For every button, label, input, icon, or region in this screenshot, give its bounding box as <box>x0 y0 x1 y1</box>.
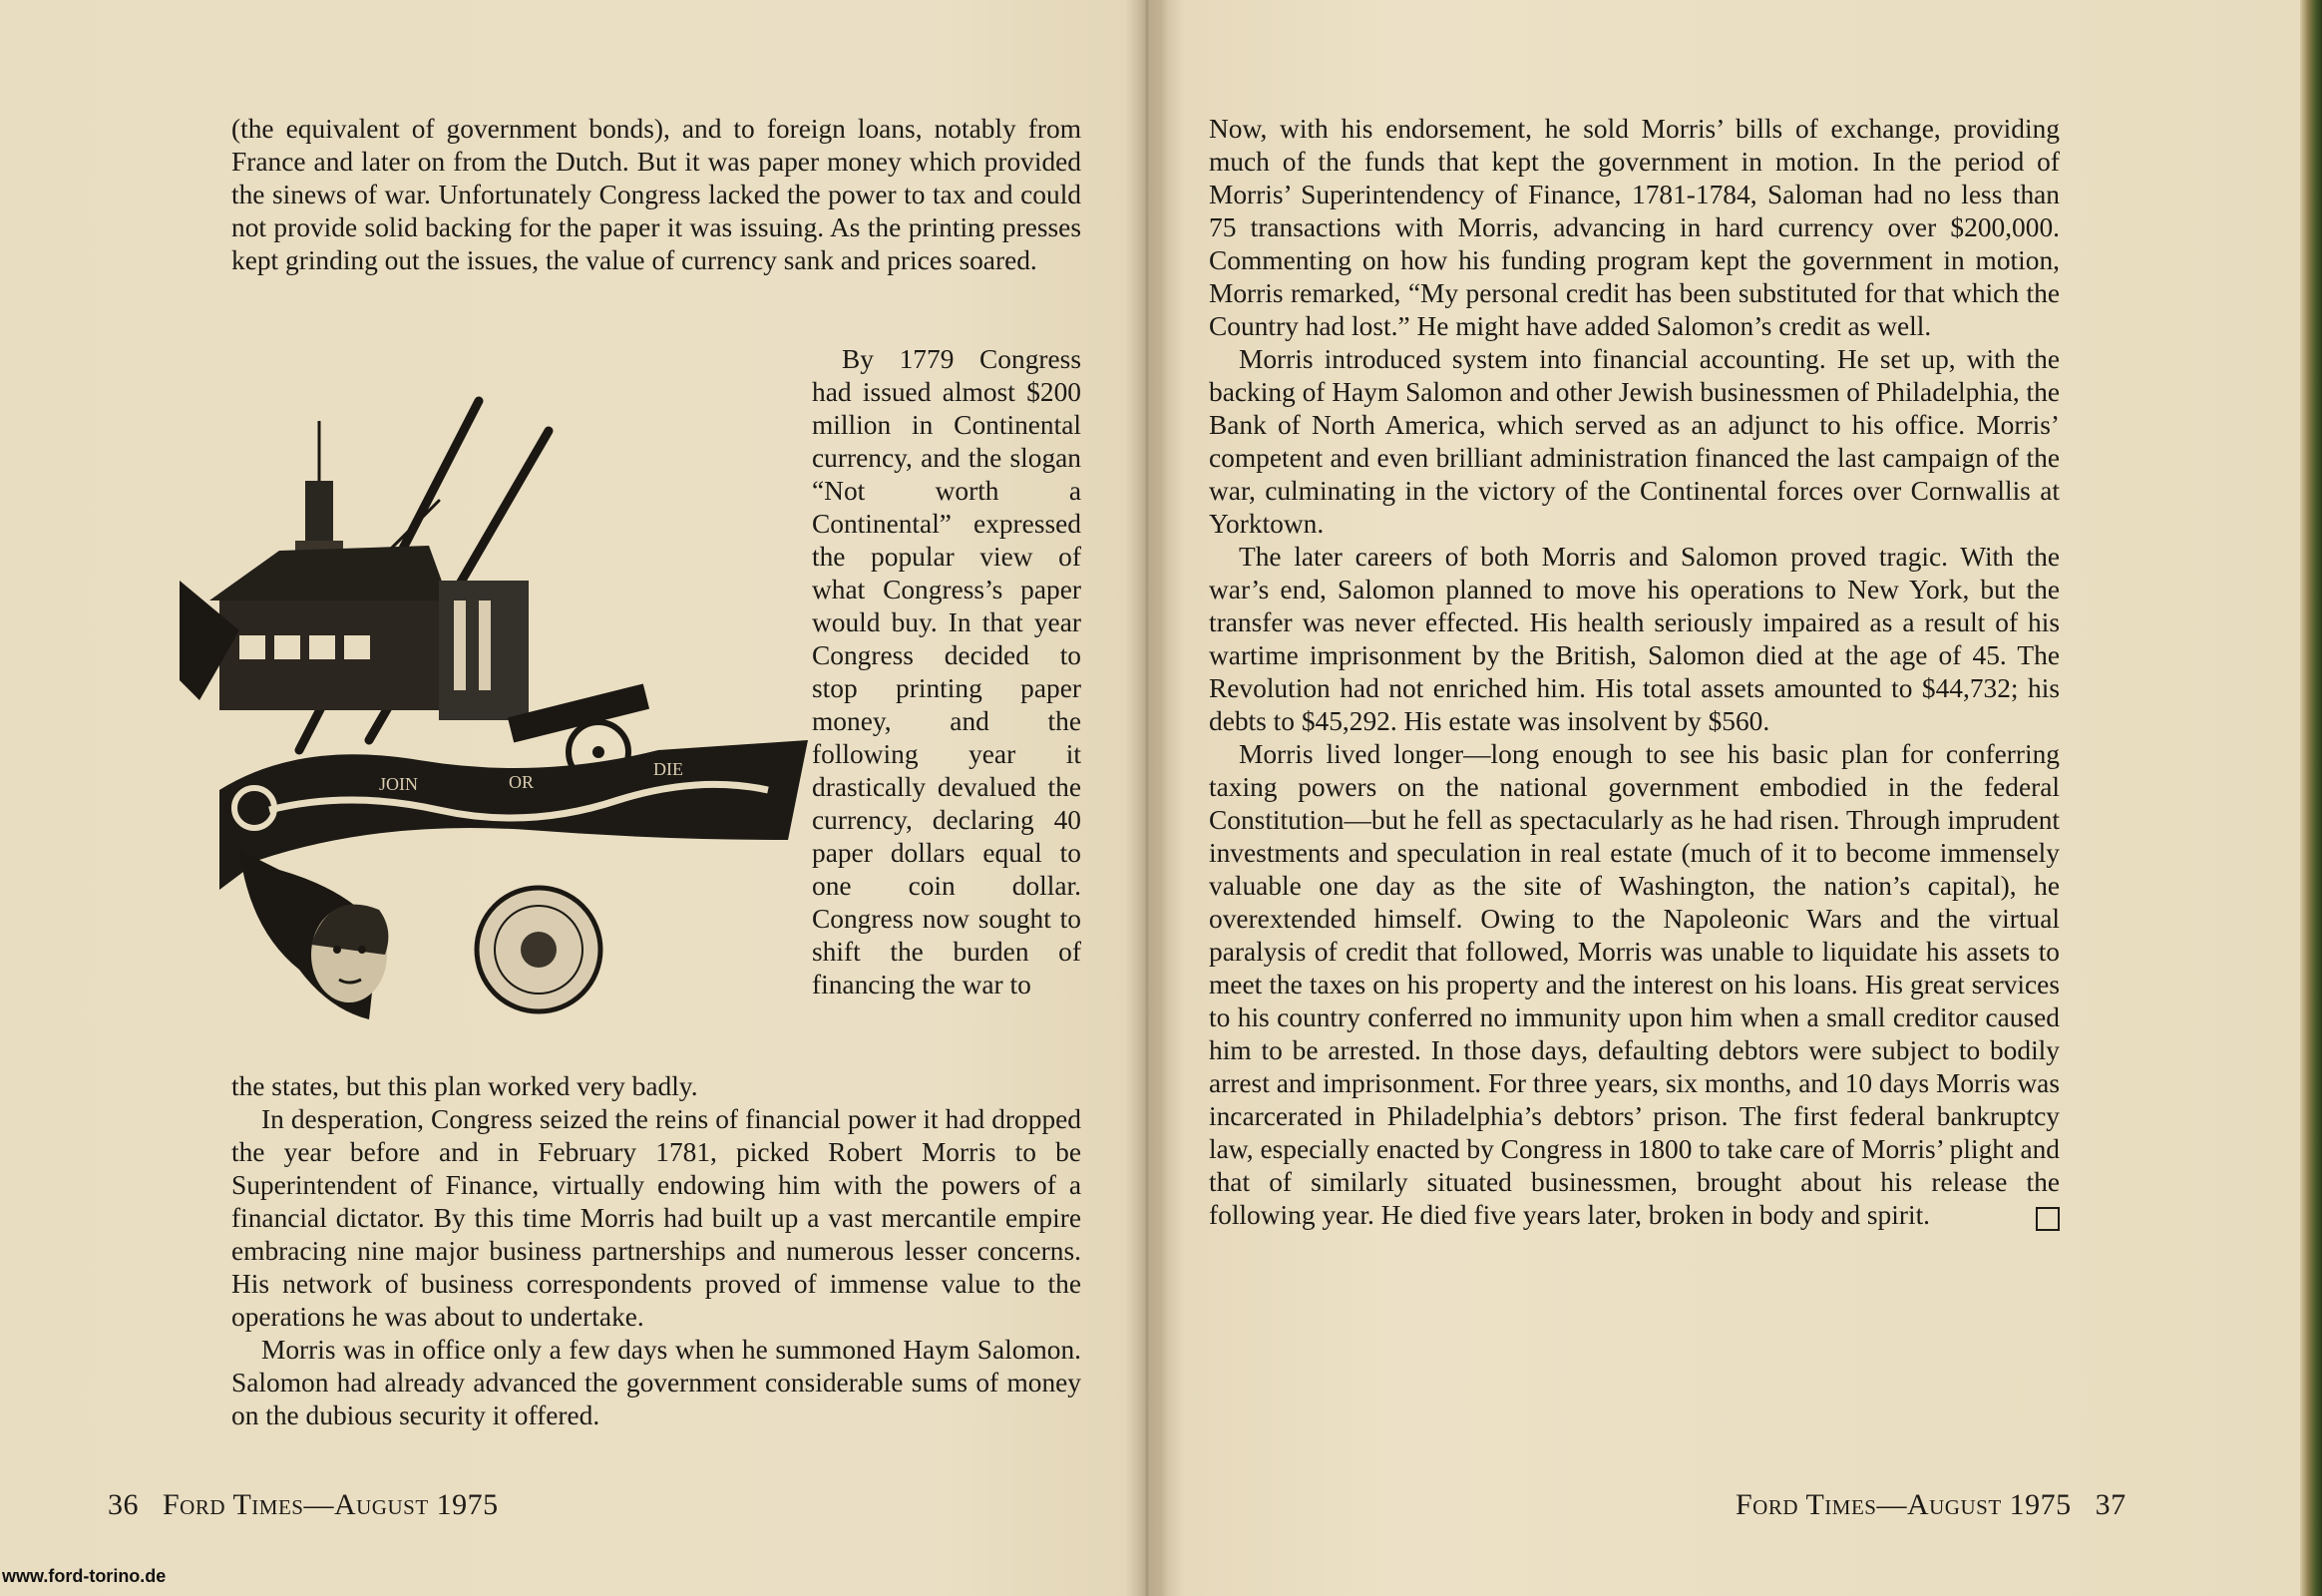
left-page-lower-text <box>231 1070 1081 1432</box>
right-page-footer <box>1736 1488 2127 1522</box>
site-watermark: www.ford-torino.de <box>2 1566 167 1586</box>
banner-word-2: OR <box>509 772 535 792</box>
banner-word-3: DIE <box>653 759 683 779</box>
right-paragraph-2: Morris introduced system into financial accounting. He set up, with the backing of Haym Salomon and other Jewish businessmen of Philadelphia, the Bank of North America, which served as an adjunct to his office. Morris’ competent and even brilliant administration financed the last campaign of the war, culminating in the victory of the Continental forces over Cornwallis at Yorktown. <box>1209 344 2060 539</box>
right-page-text <box>1209 113 2060 1232</box>
left-page-side-text <box>812 343 1081 1001</box>
revolutionary-illustration <box>180 371 808 1029</box>
left-paragraph-4: Morris was in office only a few days when he summoned Haym Salomon. Salomon had already advanced the government considerable sums of money on the dubious security it offered. <box>231 1335 1081 1430</box>
left-page-footer <box>108 1488 499 1522</box>
right-paragraph-3: The later careers of both Morris and Salomon proved tragic. With the war’s end, Salomon planned to move his operations to New York, but the transfer was never effected. His health seriously impaired as a result of his wartime imprisonment by the British, Salomon died at the age of 45. The Revolution had not enriched him. His total assets amounted to $44,732; his debts to $45,292. His estate was insolvent by $560. <box>1209 542 2060 736</box>
right-page-number: 37 <box>2095 1488 2127 1521</box>
left-paragraph-3: In desperation, Congress seized the reins of financial power it had dropped the year before and in February 1781, picked Robert Morris to be Superintendent of Finance, virtually endowing him with the powers of a financial dictator. By this time Morris had built up a vast mercantile empire embracing nine major business partnerships and numerous lesser concerns. His network of business correspondents proved of immense value to the operations he was about to undertake. <box>231 1104 1081 1332</box>
left-paragraph-2-continued: the states, but this plan worked very badly. <box>231 1071 698 1101</box>
join-or-die-banner <box>219 740 808 890</box>
right-paragraph-4-text: Morris lived longer—long enough to see his basic plan for conferring taxing powers on the national government embodied in the federal Constitution—but he fell as spectacularly as he had risen. Through imprudent investments and speculation in real estate (much of it to become immensely valuable one day as the site of Washington, the nation’s capital), he overextended himself. Owing to the Napoleonic Wars and the virtual paralysis of credit that followed, Morris was unable to liquidate his assets to meet the taxes on his property and the interest on his loans. His great services to his country conferred no immunity upon him when a small creditor caused him to be arrested. In those days, defaulting debtors were subject to bodily arrest and imprisonment. For three years, six months, and 10 days Morris was incarcerated in Philadelphia’s debtors’ prison. The first federal bankruptcy law, especially enacted by Congress in 1800 to take care of Morris’ plight and that of similarly situated businessmen, brought about his release the following year. He died five years later, broken in body and spirit. <box>1209 739 2060 1230</box>
left-paragraph-2: By 1779 Congress had issued almost $200 million in Continental currency, and the slogan “Not worth a Continental” expressed the popular view of what Congress’s paper would buy. In that year Congress decided to stop printing paper money, and the following year it drastically devalued the currency, declaring 40 paper dollars equal to one coin dollar. Congress now sought to shift the burden of financing the war to <box>812 344 1081 999</box>
banner-word-1: JOIN <box>379 774 418 794</box>
left-paragraph-1: (the equivalent of government bonds), and to foreign loans, notably from France and later on from the Dutch. But it was paper money which provided the sinews of war. Unfortunately Congress lacked the power to tax and could not provide solid backing for the paper it was issuing. As the printing presses kept grinding out the issues, the value of currency sank and prices soared. <box>231 114 1081 275</box>
right-paragraph-1: Now, with his endorsement, he sold Morris’ bills of exchange, providing much of the funds that kept the government in motion. In the period of Morris’ Superintendency of Finance, 1781-1784, Saloman had no less than 75 transactions with Morris, advancing in hard currency over $200,000. Commenting on how his funding program kept the government in motion, Morris remarked, “My personal credit has been substituted for that which the Country had lost.” He might have added Salomon’s credit as well. <box>1209 114 2060 341</box>
left-page-number: 36 <box>108 1488 139 1521</box>
end-of-article-mark <box>2036 1207 2060 1231</box>
independence-hall-drawing <box>180 421 529 720</box>
page-gutter <box>1125 0 1169 1596</box>
portrait-and-coin <box>239 850 600 1019</box>
next-page-edge <box>2300 0 2322 1596</box>
right-paragraph-4 <box>1209 738 2060 1232</box>
right-footer-title: Ford Times—August 1975 <box>1736 1488 2072 1521</box>
left-page-intro-text <box>231 113 1081 277</box>
left-footer-title: Ford Times—August 1975 <box>163 1488 499 1521</box>
